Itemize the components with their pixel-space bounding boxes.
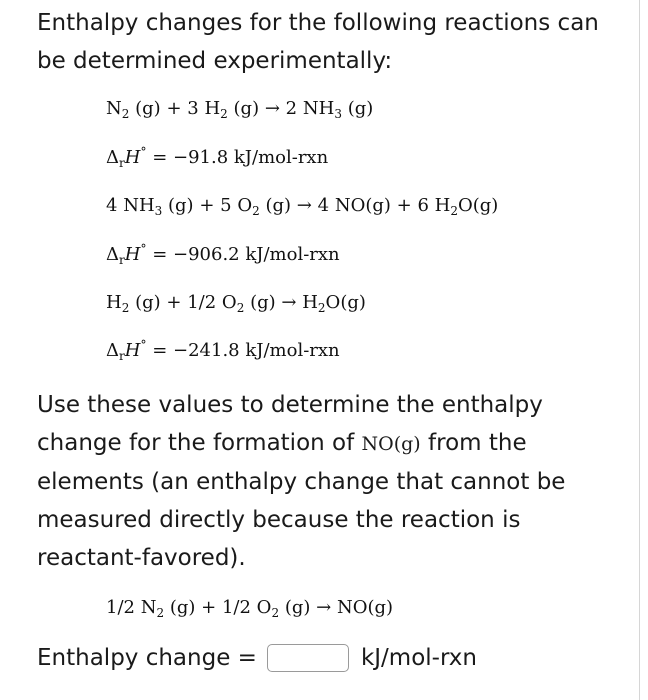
reaction-2-enthalpy: $\Delta_rH^\circ = -906.2$ kJ/mol-rxn (106, 242, 340, 267)
reaction-arrow: → (264, 98, 280, 119)
reaction-2-enthalpy-value: −906.2 kJ/mol-rxn (173, 244, 340, 265)
reaction-2-equation: 4 $NH_3$ (g) + 5 $O_2$ (g) → 4 NO(g) + 6 $H_2O(g)$ (106, 195, 499, 218)
target-species: NO(g) (361, 433, 421, 455)
reaction-3-equation: $H_2$ (g) + 1/2 $O_2$ $(g) \to H_2O(g)$ (106, 292, 366, 315)
question-text: Use these values to determine the enthalpy change for the formation of NO(g) from the elements (an enthalpy change that cannot be measured directly because the reaction is reactant-favored). (37, 392, 566, 571)
reaction-arrow: → (296, 195, 312, 216)
reaction-3-enthalpy: $\Delta_rH^\circ = -241.8$ kJ/mol-rxn (106, 338, 340, 363)
reaction-arrow: → (281, 292, 297, 313)
target-reaction-equation: 1/2 $N_2$ (g) + 1/2 $O_2$ (g) → NO(g) (106, 597, 394, 620)
answer-row (37, 644, 477, 672)
reaction-1-enthalpy-value: −91.8 kJ/mol-rxn (173, 147, 329, 168)
reaction-1-equation: $N_2$ (g) + 3 $H_2$ (g) → 2 $NH_3$ (g) (106, 98, 374, 121)
reaction-3-enthalpy-value: −241.8 kJ/mol-rxn (173, 340, 340, 361)
reaction-arrow: → (316, 597, 332, 618)
intro-text: Enthalpy changes for the following reactions can be determined experimentally: (37, 10, 599, 74)
enthalpy-answer-input[interactable] (267, 644, 349, 672)
reaction-1-enthalpy: $\Delta_rH^\circ = -91.8$ kJ/mol-rxn (106, 145, 329, 170)
answer-label: Enthalpy change = (37, 645, 257, 671)
answer-units: kJ/mol-rxn (360, 645, 477, 671)
right-border-line (639, 0, 640, 700)
